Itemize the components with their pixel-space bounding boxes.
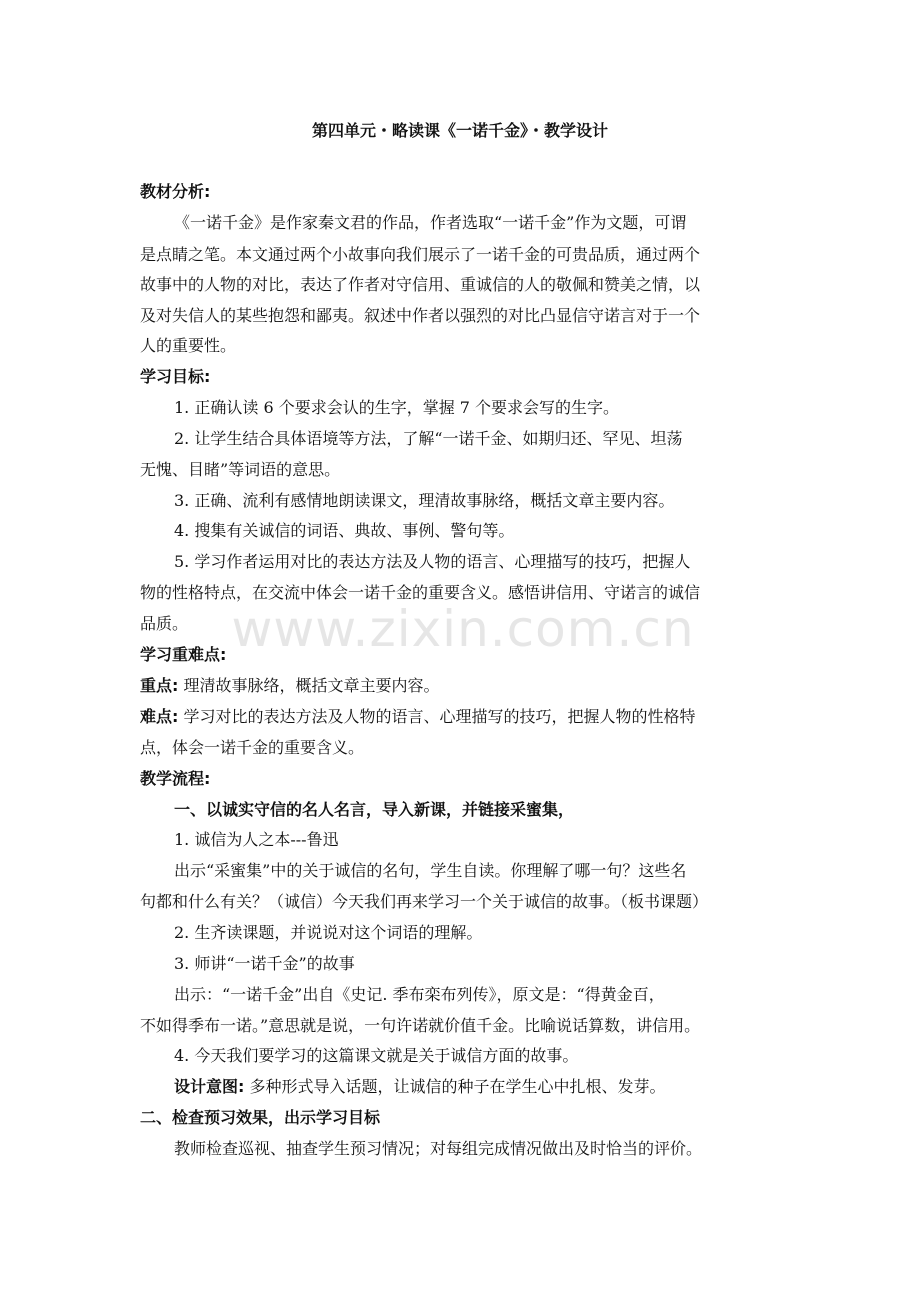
- section-heading-objectives: 学习目标:: [140, 367, 211, 386]
- analysis-line: 故事中的人物的对比，表达了作者对守信用、重诚信的人的敬佩和赞美之情，以: [140, 275, 701, 294]
- objective-item: 2. 让学生结合具体语境等方法，了解“一诺千金、如期归还、罕见、坦荡: [174, 429, 683, 448]
- step2-heading: 二、检查预习效果，出示学习目标: [140, 1108, 381, 1127]
- design-intent-label: 设计意图:: [174, 1077, 245, 1096]
- watermark: www.zixin.com.cn: [231, 600, 695, 658]
- analysis-line: 人的重要性。: [140, 336, 237, 355]
- process-item: 1. 诚信为人之本---鲁迅: [174, 830, 339, 849]
- objective-item: 1. 正确认读 6 个要求会认的生字，掌握 7 个要求会写的生字。: [174, 398, 620, 417]
- difficulty-line: [140, 706, 790, 728]
- key-point-line: [140, 675, 790, 697]
- objective-item: 4. 搜集有关诚信的词语、典故、事例、警句等。: [174, 521, 515, 540]
- design-intent-line: [174, 1076, 790, 1098]
- key-point-label: 重点:: [140, 676, 179, 695]
- section-heading-analysis: 教材分析:: [140, 182, 211, 201]
- objective-item: 3. 正确、流利有感情地朗读课文，理清故事脉络，概括文章主要内容。: [174, 491, 675, 510]
- difficulty-line-cont: 点，体会一诺千金的重要含义。: [140, 738, 365, 757]
- analysis-line: 《一诺千金》是作家秦文君的作品，作者选取“一诺千金”作为文题，可谓: [174, 213, 687, 232]
- section-heading-keypoints: 学习重难点:: [140, 645, 227, 664]
- process-desc: 出示“采蜜集”中的关于诚信的名句，学生自读。你理解了哪一句？这些名: [174, 861, 687, 880]
- objective-item-cont: 物的性格特点，在交流中体会一诺千金的重要含义。感悟讲信用、守诺言的诚信: [140, 583, 701, 602]
- process-item: 4. 今天我们要学习的这篇课文就是关于诚信方面的故事。: [174, 1046, 579, 1065]
- difficulty-label: 难点:: [140, 707, 179, 726]
- process-desc: 出示：“一诺千金”出自《史记. 季布栾布列传》，原文是：“得黄金百，: [174, 985, 665, 1004]
- process-item: 3. 师讲“一诺千金”的故事: [174, 954, 355, 973]
- process-item: 2. 生齐读课题，并说说对这个词语的理解。: [174, 923, 483, 942]
- key-point-text: 理清故事脉络，概括文章主要内容。: [178, 676, 440, 695]
- objective-item: 5. 学习作者运用对比的表达方法及人物的语言、心理描写的技巧，把握人: [174, 552, 691, 571]
- difficulty-text: 学习对比的表达方法及人物的语言、心理描写的技巧，把握人物的性格特: [178, 707, 696, 726]
- process-desc: 教师检查巡视、抽查学生预习情况；对每组完成情况做出及时恰当的评价。: [174, 1139, 703, 1158]
- objective-item-cont: 无愧、目睹”等词语的意思。: [140, 460, 341, 479]
- design-intent-text: 多种形式导入话题，让诚信的种子在学生心中扎根、发芽。: [244, 1077, 666, 1096]
- process-desc-cont: 不如得季布一诺。”意思就是说，一句许诺就价值千金。比喻说话算数，讲信用。: [140, 1016, 701, 1035]
- process-desc-cont: 句都和什么有关？（诚信）今天我们再来学习一个关于诚信的故事。（板书课题）: [140, 892, 709, 911]
- page-title: 第四单元・略读课《一诺千金》・教学设计: [311, 121, 608, 140]
- step1-heading: 一、以诚实守信的名人名言，导入新课，并链接采蜜集，: [174, 800, 575, 819]
- section-heading-process: 教学流程:: [140, 769, 211, 788]
- analysis-line: 是点睛之笔。本文通过两个小故事向我们展示了一诺千金的可贵品质，通过两个: [140, 245, 701, 264]
- objective-item-cont: 品质。: [140, 614, 189, 633]
- analysis-line: 及对失信人的某些抱怨和鄙夷。叙述中作者以强烈的对比凸显信守诺言对于一个: [140, 306, 701, 325]
